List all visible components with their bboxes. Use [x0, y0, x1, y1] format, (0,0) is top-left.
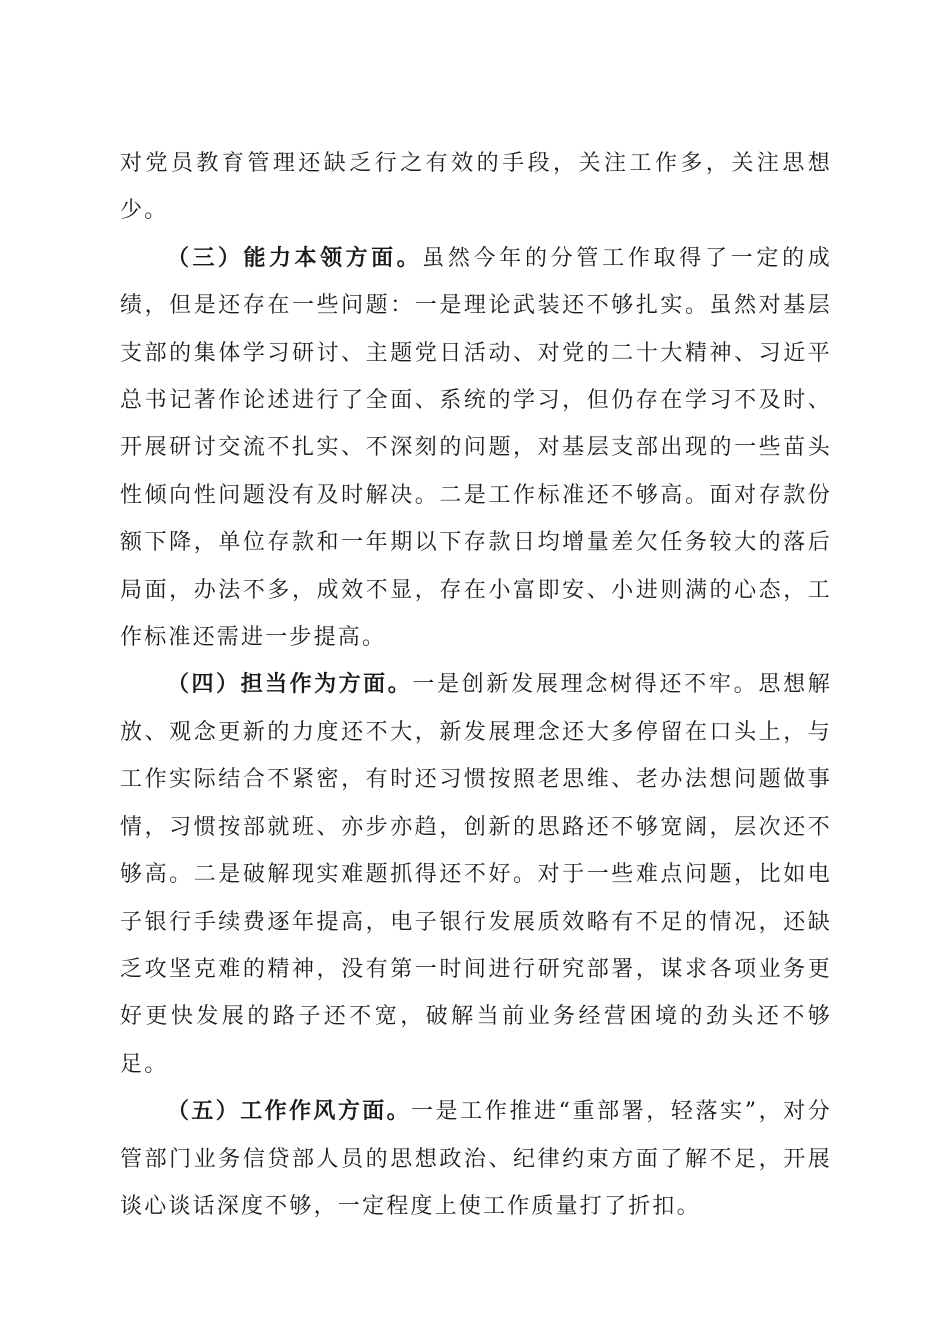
section-heading-responsibility: （四）担当作为方面。: [167, 672, 413, 698]
paragraph-responsibility: [120, 661, 832, 1088]
section-heading-work-style: （五）工作作风方面。: [167, 1099, 412, 1125]
document-body: [120, 140, 832, 1230]
paragraph-text: 对党员教育管理还缺乏行之有效的手段，关注工作多，关注思想少。: [120, 151, 832, 224]
paragraph-text: 虽然今年的分管工作取得了一定的成绩，但是还存在一些问题：一是理论武装还不够扎实。虽然对基层支部的集体学习研讨、主题党日活动、对党的二十大精神、习近平总书记著作论述进行了全面、系统的学习，但仍存在学习不及时、开展研讨交流不扎实、不深刻的问题，对基层支部出现的一些苗头性倾向性问题没有及时解决。二是工作标准还不够高。面对存款份额下降，单位存款和一年期以下存款日均增量差欠任务较大的落后局面，办法不多，成效不显，存在小富即安、小进则满的心态，工作标准还需进一步提高。: [120, 245, 832, 651]
paragraph-text: 一是工作推进“重部署，轻落实”，对分管部门业务信贷部人员的思想政治、纪律约束方面了解不足，开展谈心谈话深度不够，一定程度上使工作质量打了折扣。: [120, 1099, 832, 1219]
section-heading-ability: （三）能力本领方面。: [167, 245, 423, 271]
paragraph-ability: [120, 235, 832, 662]
paragraph-continuation: [120, 140, 832, 235]
paragraph-text: 一是创新发展理念树得还不牢。思想解放、观念更新的力度还不大，新发展理念还大多停留在口头上，与工作实际结合不紧密，有时还习惯按照老思维、老办法想问题做事情，习惯按部就班、亦步亦趋，创新的思路还不够宽阔，层次还不够高。二是破解现实难题抓得还不好。对于一些难点问题，比如电子银行手续费逐年提高，电子银行发展质效略有不足的情况，还缺乏攻坚克难的精神，没有第一时间进行研究部署，谋求各项业务更好更快发展的路子还不宽，破解当前业务经营困境的劲头还不够足。: [120, 672, 832, 1077]
paragraph-work-style: [120, 1088, 832, 1230]
